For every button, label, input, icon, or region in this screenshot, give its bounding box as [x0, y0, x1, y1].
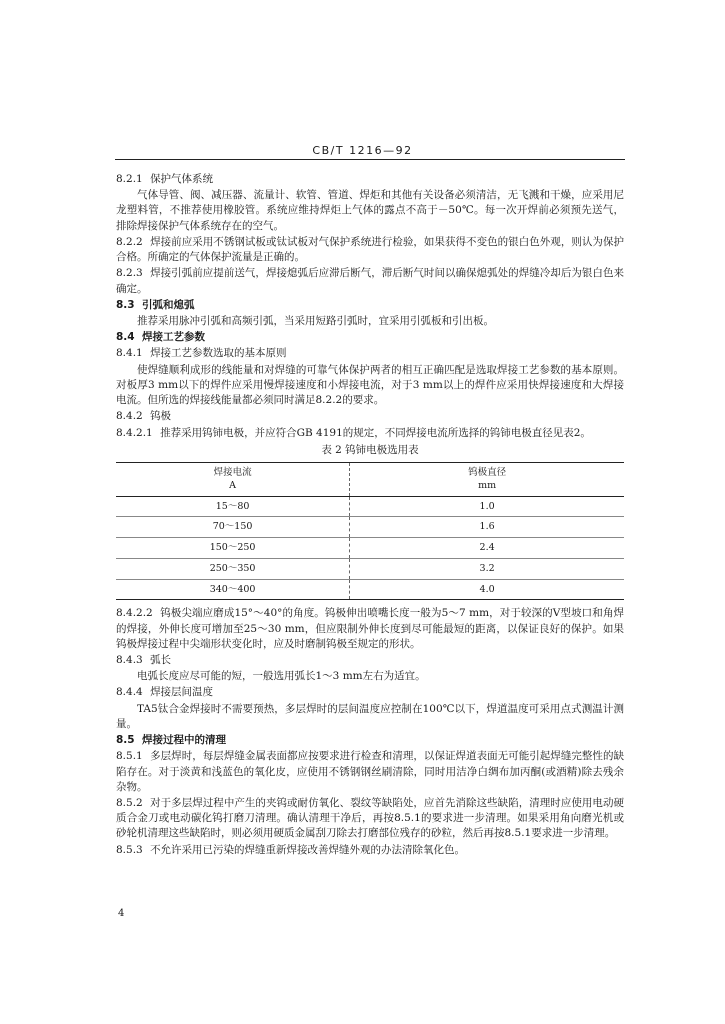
paragraph — [116, 669, 624, 684]
clause-number: 8.5.1 — [116, 750, 143, 763]
clause-text: 不允许采用已污染的焊缝重新焊接改善焊缝外观的办法清除氧化色。 — [150, 843, 466, 856]
clause-8-4-1 — [116, 346, 624, 361]
standard-id: CB/T 1216—92 — [312, 144, 413, 157]
clause-text: 对于多层焊过程中产生的夹钨或耐仿氧化、裂纹等缺陷处，应首先消除这些缺陷，清理时应使用电动硬质合金刀或电动碳化钨打磨刀清理。确认清理干净后，再按8.5.1的要求进一步清理。如果采用角向磨光机或砂轮机清理这些缺陷时，则必须用硬质金属刮刀除去打磨部位残存的砂粒，然后再按8.5.1要求进一步清理。 — [116, 796, 624, 840]
clause-text: 使焊缝顺利成形的线能量和对焊缝的可靠气体保护两者的相互正确匹配是选取焊接工艺参数的基本原则。对板厚3 mm以下的焊件应采用慢焊接速度和小焊接电流，对于3 mm以上的焊件应采用快焊接速度和大焊接电流。但所选的焊接线能量都必须同时满足8.2.2的要求。 — [116, 363, 624, 407]
clause-title: 焊接过程中的清理 — [141, 734, 226, 747]
cell-diameter: 1.0 — [350, 496, 624, 517]
clause-text: 焊接引弧前应提前送气，焊接熄弧后应滞后断气，滞后断气时间以确保熄弧处的焊缝冷却后为银白色来确定。 — [116, 267, 624, 295]
cell-current: 70～150 — [116, 517, 350, 538]
clause-number: 8.4.2.2 — [116, 607, 153, 620]
clause-8-4-3 — [116, 653, 624, 668]
clause-number: 8.3 — [116, 298, 135, 311]
sections-before-table — [116, 172, 624, 441]
table-row — [116, 538, 624, 559]
clause-8-2-3 — [116, 266, 624, 296]
cell-current: 150～250 — [116, 538, 350, 559]
clause-text: 多层焊时，每层焊缝金属表面都应按要求进行检查和清理，以保证焊道表面无可能引起焊缝完整性的缺陷存在。对于淡黄和浅蓝色的氧化皮，应使用不锈钢钢丝刷清除，同时用洁净白绸布加丙酮(或酒精)除去残余杂物。 — [116, 750, 624, 793]
clause-number: 8.2.3 — [116, 267, 143, 280]
header-rule — [115, 159, 625, 160]
clause-8-2-2 — [116, 235, 624, 265]
paragraph — [116, 314, 624, 329]
col-header-diameter: 钨极直径 mm — [350, 462, 624, 496]
page-number: 4 — [118, 908, 125, 919]
clause-title: 保护气体系统 — [150, 173, 214, 185]
table-row — [116, 517, 624, 538]
clause-title: 弧长 — [150, 654, 172, 667]
clause-number: 8.4.3 — [116, 654, 143, 667]
clause-text: 钨极尖端应磨成15°～40°的角度。钨极伸出喷嘴长度一般为5～7 mm，对于较深的V型坡口和角焊的焊接，外伸长度可增加至25～30 mm，但应限制外伸长度到尽可能最短的距离，以保证良好的保护。如果钨极焊接过程中尖端形状变化时，应及时磨制钨极至规定的形状。 — [116, 607, 624, 650]
table-body — [116, 496, 624, 600]
document-body — [116, 172, 624, 859]
cell-current: 15～80 — [116, 496, 350, 517]
clause-title: 焊接层间温度 — [150, 686, 214, 699]
clause-text: 气体导管、阀、减压器、流量计、软管、管道、焊炬和其他有关设备必须清洁，无飞溅和干燥，应采用尼龙塑料管，不推荐使用橡胶管。系统应维持焊炬上气体的露点不高于－50℃。每一次开焊前必须预先送气，排除焊接保护气体系统存在的空气。 — [116, 189, 624, 232]
clause-8-5 — [116, 733, 624, 748]
sections-after-table — [116, 606, 624, 858]
clause-8-4-2-1 — [116, 426, 624, 441]
clause-number: 8.4.4 — [116, 686, 143, 699]
paragraph — [116, 702, 624, 732]
cell-current: 250～350 — [116, 558, 350, 579]
clause-number: 8.2.2 — [116, 235, 143, 248]
clause-title: 钨极 — [150, 410, 172, 423]
table-row — [116, 579, 624, 600]
cell-diameter: 1.6 — [350, 517, 624, 538]
clause-number: 8.2.1 — [116, 173, 143, 185]
clause-8-5-1 — [116, 749, 624, 795]
clause-text: TA5钛合金焊接时不需要预热，多层焊时的层间温度应控制在100℃以下，焊道温度可采用点式测温计测量。 — [116, 702, 624, 730]
clause-number: 8.5.2 — [116, 796, 143, 809]
clause-number: 8.4 — [116, 331, 135, 344]
clause-number: 8.4.2 — [116, 410, 143, 423]
clause-text: 推荐采用钨铈电极，并应符合GB 4191的规定，不同焊接电流所选择的钨铈电极直径见表2。 — [160, 426, 591, 439]
clause-number: 8.5.3 — [116, 843, 143, 856]
paragraph — [116, 363, 624, 409]
page-header — [0, 143, 725, 159]
table-row — [116, 558, 624, 579]
clause-number: 8.4.1 — [116, 347, 143, 360]
clause-text: 推荐采用脉冲引弧和高频引弧，当采用短路引弧时，宜采用引弧板和引出板。 — [137, 314, 494, 327]
clause-title: 引弧和熄弧 — [141, 298, 195, 311]
cell-current: 340～400 — [116, 579, 350, 600]
cell-diameter: 4.0 — [350, 579, 624, 600]
clause-title: 焊接工艺参数选取的基本原则 — [150, 347, 287, 360]
table-row — [116, 496, 624, 517]
clause-text: 焊接前应采用不锈钢试板或钛试板对气保护系统进行检验，如果获得不变色的银白色外观，则认为保护合格。所确定的气体保护流量是正确的。 — [116, 235, 624, 264]
clause-number: 8.5 — [116, 734, 135, 747]
clause-number: 8.4.2.1 — [116, 426, 153, 439]
clause-8-5-2 — [116, 796, 624, 842]
cell-diameter: 3.2 — [350, 558, 624, 579]
electrode-table — [116, 462, 624, 600]
clause-8-5-3 — [116, 843, 624, 858]
clause-title: 焊接工艺参数 — [141, 331, 205, 344]
col-header-current: 焊接电流 A — [116, 462, 350, 496]
clause-8-2-1 — [116, 172, 624, 187]
clause-8-4-4 — [116, 685, 624, 700]
paragraph — [116, 188, 624, 234]
clause-text: 电弧长度应尽可能的短，一般选用弧长1～3 mm左右为适宜。 — [137, 670, 426, 683]
clause-8-4 — [116, 330, 624, 345]
clause-8-4-2-2 — [116, 606, 624, 652]
clause-8-4-2 — [116, 409, 624, 424]
clause-8-3 — [116, 298, 624, 313]
table-title: 表 2 钨铈电极选用表 — [321, 443, 419, 456]
cell-diameter: 2.4 — [350, 538, 624, 559]
